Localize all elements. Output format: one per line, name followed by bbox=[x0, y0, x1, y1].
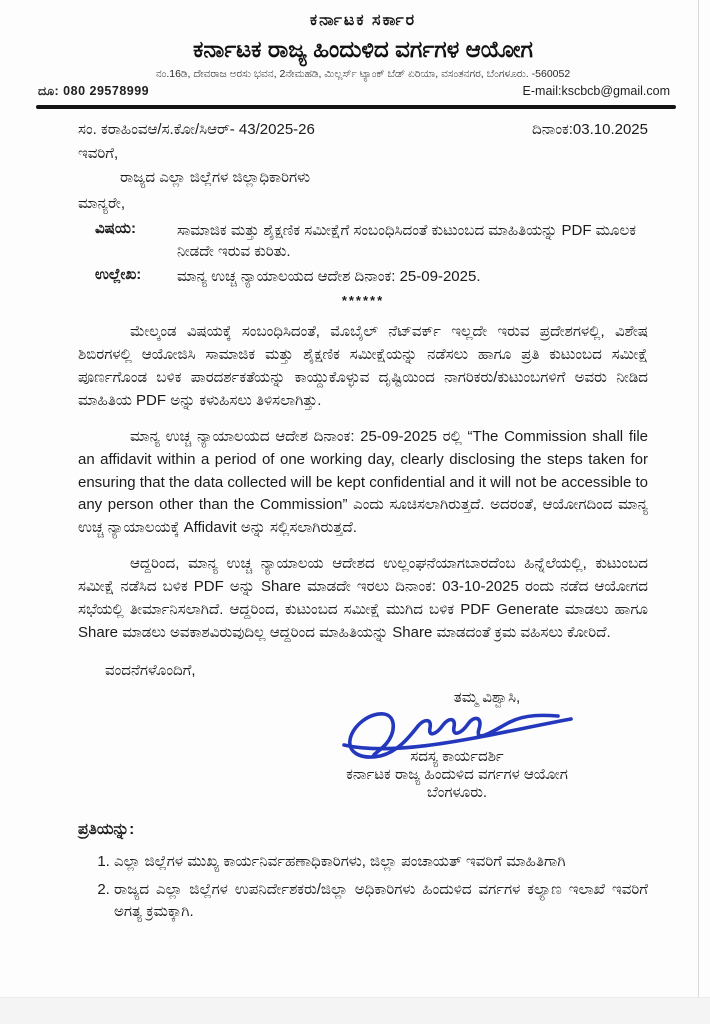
copies-to-label: ಪ್ರತಿಯನ್ನು: bbox=[78, 821, 135, 839]
signature-block bbox=[292, 689, 622, 801]
organisation-address: ನಂ.16ಡಿ, ದೇವರಾಜ ಅರಸು ಭವನ, 2ನೇಮಹಡಿ, ಮಿಲ್ಲರ್ಸ್ ಟ್ಯಾಂಕ್ ಬೆಡ್ ಏರಿಯಾ, ವಸಂತನಗರ, ಬೆಂಗಳೂರು. -560052 bbox=[155, 68, 571, 80]
reference-text: ಮಾನ್ಯ ಉಚ್ಚ ನ್ಯಾಯಾಲಯದ ಆದೇಶ ದಿನಾಂಕ: 25-09-2025. bbox=[177, 267, 481, 285]
copies-to-list bbox=[96, 851, 648, 922]
salutation: ಮಾನ್ಯರೇ, bbox=[78, 195, 125, 212]
header-divider bbox=[36, 105, 676, 109]
to-label: ಇವರಿಗೆ, bbox=[78, 145, 119, 162]
body-paragraph-2: ಮಾನ್ಯ ಉಚ್ಚ ನ್ಯಾಯಾಲಯದ ಆದೇಶ ದಿನಾಂಕ: 25-09-2025 ರಲ್ಲಿ “The Commission shall file an affidavit within a period of one working day, clearly disclosing the steps taken for ensuring that the data collected will be kept confidential and it will not be accessible to any person other than the Commission” ಎಂದು ಸೂಚಿಸಲಾಗಿರುತ್ತದೆ. ಅದರಂತೆ, ಆಯೋಗದಿಂದ ಮಾನ್ಯ ಉಚ್ಚ ನ್ಯಾಯಾಲಯಕ್ಕೆ Affidavit ಅನ್ನು ಸಲ್ಲಿಸಲಾಗಿರುತ್ತದೆ. bbox=[78, 427, 648, 537]
yours-faithfully-line: ತಮ್ಮ ವಿಶ್ವಾಸಿ, bbox=[453, 689, 521, 707]
reference-row bbox=[78, 121, 648, 138]
closing-line: ವಂದನೆಗಳೊಂದಿಗೆ, bbox=[105, 662, 196, 680]
signatory-city: ಬೆಂಗಳೂರು. bbox=[426, 784, 488, 802]
contact-row bbox=[38, 84, 670, 99]
organisation-name: ಕರ್ನಾಟಕ ರಾಜ್ಯ ಹಿಂದುಳಿದ ವರ್ಗಗಳ ಆಯೋಗ bbox=[192, 36, 534, 62]
subject-text: ಸಾಮಾಜಿಕ ಮತ್ತು ಶೈಕ್ಷಣಿಕ ಸಮೀಕ್ಷೆಗೆ ಸಂಬಂಧಿಸಿದಂತೆ ಕುಟುಂಬದ ಮಾಹಿತಿಯನ್ನು PDF ಮೂಲಕ ನೀಡದೇ ಇರುವ ಕುರಿತು. bbox=[177, 222, 636, 261]
copy-item-1: 1. ಎಲ್ಲಾ ಜಿಲ್ಲೆಗಳ ಮುಖ್ಯ ಕಾರ್ಯನಿರ್ವಹಣಾಧಿಕಾರಿಗಳು, ಜಿಲ್ಲಾ ಪಂಚಾಯತ್ ಇವರಿಗೆ ಮಾಹಿತಿಗಾಗಿ bbox=[114, 851, 648, 873]
asterisk-separator: ****** bbox=[341, 292, 385, 308]
scan-bottom-band bbox=[0, 997, 710, 1024]
phone-number: ದೂ: 080 29578999 bbox=[38, 84, 150, 98]
signatory-organisation: ಕರ್ನಾಟಕ ರಾಜ್ಯ ಹಿಂದುಳಿದ ವರ್ಗಗಳ ಆಯೋಗ bbox=[346, 766, 568, 784]
signatory-designation: ಸದಸ್ಯ ಕಾರ್ಯದರ್ಶಿ bbox=[410, 748, 504, 766]
email-address: E-mail:kscbcb@gmail.com bbox=[522, 84, 670, 98]
copy-item-2: 2. ರಾಜ್ಯದ ಎಲ್ಲಾ ಜಿಲ್ಲೆಗಳ ಉಪನಿರ್ದೇಶಕರು/ಜಿಲ್ಲಾ ಅಧಿಕಾರಿಗಳು ಹಿಂದುಳಿದ ವರ್ಗಗಳ ಕಲ್ಯಾಣ ಇಲಾಖೆ ಇವರಿಗೆ ಅಗತ್ಯ ಕ್ರಮಕ್ಕಾಗಿ. bbox=[114, 879, 648, 923]
reference-number: ಸಂ. ಕರಾಹಿಂವಆ/ಸ.ಕೋ/ಸಿಆರ್- 43/2025-26 bbox=[78, 121, 315, 138]
government-title: ಕರ್ನಾಟಕ ಸರ್ಕಾರ bbox=[309, 12, 417, 29]
subject-block bbox=[78, 220, 648, 287]
body-paragraph-3: ಆದ್ದರಿಂದ, ಮಾನ್ಯ ಉಚ್ಚ ನ್ಯಾಯಾಲಯ ಆದೇಶದ ಉಲ್ಲಂಘನೆಯಾಗಬಾರದೆಂಬ ಹಿನ್ನೆಲೆಯಲ್ಲಿ, ಕುಟುಂಬದ ಸಮೀಕ್ಷೆ ನಡೆಸಿದ ಬಳಿಕ PDF ಅನ್ನು Share ಮಾಡದೇ ಇರಲು ದಿನಾಂಕ: 03-10-2025 ರಂದು ನಡೆದ ಆಯೋಗದ ಸಭೆಯಲ್ಲಿ ತೀರ್ಮಾನಿಸಲಾಗಿದೆ. ಆದ್ದರಿಂದ, ಕುಟುಂಬದ ಸಮೀಕ್ಷೆ ಮುಗಿದ ಬಳಿಕ PDF Generate ಮಾಡಲು ಹಾಗೂ Share ಮಾಡಲು ಅವಕಾಶವಿರುವುದಿಲ್ಲ ಆದ್ದರಿಂದ ಮಾಹಿತಿಯನ್ನು Share ಮಾಡದಂತೆ ಕ್ರಮ ವಹಿಸಲು ಕೋರಿದೆ. bbox=[78, 555, 648, 642]
letter-date: ದಿನಾಂಕ:03.10.2025 bbox=[532, 121, 648, 138]
recipient-line: ರಾಜ್ಯದ ಎಲ್ಲಾ ಜಿಲ್ಲೆಗಳ ಜಿಲ್ಲಾಧಿಕಾರಿಗಳು bbox=[120, 169, 311, 186]
subject-label: ವಿಷಯ: bbox=[95, 220, 136, 237]
body-paragraph-1: ಮೇಲ್ಕಂಡ ವಿಷಯಕ್ಕೆ ಸಂಬಂಧಿಸಿದಂತೆ, ಮೊಬೈಲ್ ನೆಟ್‌ವರ್ಕ್ ಇಲ್ಲದೇ ಇರುವ ಪ್ರದೇಶಗಳಲ್ಲಿ, ವಿಶೇಷ ಶಿಬಿರಗಳಲ್ಲಿ ಆಯೋಜಿಸಿ ಸಾಮಾಜಿಕ ಮತ್ತು ಶೈಕ್ಷಣಿಕ ಸಮೀಕ್ಷೆಯನ್ನು ನಡೆಸಲು ಹಾಗೂ ಪ್ರತಿ ಕುಟುಂಬದ ಸಮೀಕ್ಷೆ ಪೂರ್ಣಗೊಂಡ ಬಳಿಕ ಪಾರದರ್ಶಕತೆಯನ್ನು ಕಾಯ್ದುಕೊಳ್ಳುವ ದೃಷ್ಟಿಯಿಂದ ನಾಗರಿಕರು/ಕುಟುಂಬಗಳಿಗೆ ಅವರು ನೀಡಿದ ಮಾಹಿತಿಯ PDF ಅನ್ನು ಕಳುಹಿಸಲು ತಿಳಿಸಲಾಗಿತ್ತು. bbox=[78, 322, 648, 409]
scan-page-edge bbox=[698, 0, 699, 1024]
reference-label: ಉಲ್ಲೇಖ: bbox=[95, 265, 142, 283]
letterhead bbox=[38, 12, 670, 109]
